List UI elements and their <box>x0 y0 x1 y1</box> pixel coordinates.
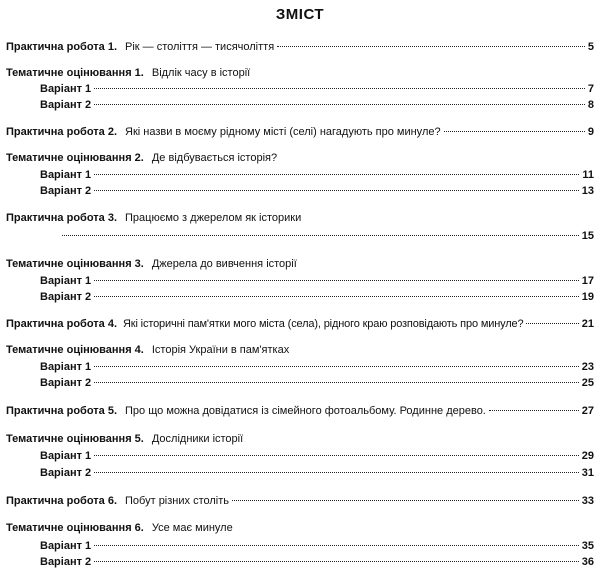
dot-leader <box>277 46 585 47</box>
entry-page: 27 <box>581 405 594 417</box>
entry-title: Дослідники історії <box>151 433 244 445</box>
entry-label: Варіант 1 <box>40 540 92 552</box>
entry-label: Варіант 2 <box>40 99 92 111</box>
toc-entry[interactable] <box>40 466 594 480</box>
dot-leader <box>94 545 579 546</box>
dot-leader <box>62 235 579 236</box>
entry-page: 31 <box>581 467 594 479</box>
entry-page: 35 <box>581 540 594 552</box>
toc-entry[interactable] <box>6 211 594 225</box>
entry-label: Варіант 2 <box>40 291 92 303</box>
toc-entry[interactable] <box>40 98 594 112</box>
toc-entry[interactable] <box>6 432 594 446</box>
toc-entry[interactable] <box>40 555 594 569</box>
entry-page: 25 <box>581 377 594 389</box>
toc-entry[interactable] <box>6 125 594 139</box>
toc-entry[interactable] <box>40 376 594 390</box>
toc-entry[interactable] <box>40 360 594 374</box>
entry-label: Практична робота 4. <box>6 318 118 330</box>
entry-title: Рік — століття — тисячоліття <box>125 41 275 53</box>
toc-entry[interactable] <box>40 168 594 182</box>
toc-entry[interactable] <box>6 494 594 508</box>
dot-leader <box>94 455 579 456</box>
entry-page: 15 <box>581 230 594 242</box>
entry-label: Варіант 2 <box>40 467 92 479</box>
entry-page: 29 <box>581 450 594 462</box>
entry-label: Варіант 1 <box>40 169 92 181</box>
entry-page: 36 <box>581 556 594 568</box>
entry-title: Побут різних століть <box>125 495 229 507</box>
toc-entry[interactable] <box>6 521 594 535</box>
entry-label: Варіант 1 <box>40 361 92 373</box>
toc-entry[interactable] <box>40 290 594 304</box>
dot-leader <box>94 190 579 191</box>
dot-leader <box>94 88 585 89</box>
dot-leader <box>94 561 579 562</box>
dot-leader <box>489 410 579 411</box>
entry-title: Які назви в моєму рідному місті (селі) нагадують про минуле? <box>125 126 441 138</box>
entry-label: Тематичне оцінювання 6. <box>6 522 144 534</box>
entry-label: Варіант 2 <box>40 377 92 389</box>
entry-label: Варіант 1 <box>40 83 92 95</box>
entry-label: Тематичне оцінювання 1. <box>6 67 144 79</box>
toc-entry[interactable] <box>6 257 594 271</box>
entry-label: Тематичне оцінювання 5. <box>6 433 144 445</box>
entry-page: 21 <box>581 318 594 330</box>
entry-label: Тематичне оцінювання 2. <box>6 152 144 164</box>
entry-page: 23 <box>581 361 594 373</box>
entry-label: Тематичне оцінювання 4. <box>6 344 144 356</box>
toc-entry[interactable] <box>40 82 594 96</box>
page-title: ЗМІСТ <box>275 6 325 23</box>
entry-label: Практична робота 1. <box>6 41 118 53</box>
entry-title: Які історичні пам'ятки мого міста (села), рідного краю розповідають про минуле? <box>123 318 524 330</box>
entry-page: 8 <box>587 99 594 111</box>
toc-entry[interactable] <box>6 343 594 357</box>
dot-leader <box>444 131 585 132</box>
dot-leader <box>94 382 579 383</box>
entry-page: 11 <box>582 169 594 181</box>
dot-leader <box>94 174 579 175</box>
entry-page: 7 <box>587 83 594 95</box>
dot-leader <box>94 280 579 281</box>
entry-page: 13 <box>581 185 594 197</box>
entry-label: Практична робота 2. <box>6 126 118 138</box>
dot-leader <box>94 104 585 105</box>
entry-title: Де відбувається історія? <box>151 152 278 164</box>
toc-entry[interactable] <box>6 151 594 165</box>
entry-title: Джерела до вивчення історії <box>151 258 297 270</box>
entry-label: Практична робота 3. <box>6 212 118 224</box>
toc-entry[interactable] <box>40 274 594 288</box>
entry-title: Історія України в пам'ятках <box>151 344 290 356</box>
toc-entry[interactable] <box>40 449 594 463</box>
toc-entry[interactable] <box>40 539 594 553</box>
entry-page: 9 <box>587 126 594 138</box>
entry-page: 17 <box>581 275 594 287</box>
entry-page: 5 <box>587 41 594 53</box>
entry-label: Варіант 2 <box>40 185 92 197</box>
entry-title: Працюємо з джерелом як історики <box>125 212 302 224</box>
toc-entry[interactable] <box>40 184 594 198</box>
toc-entry[interactable] <box>6 317 594 331</box>
entry-title: Про що можна довідатися із сімейного фотоальбому. Родинне дерево. <box>125 405 486 417</box>
entry-label: Практична робота 5. <box>6 405 118 417</box>
dot-leader <box>232 500 579 501</box>
entry-title: Усе має минуле <box>151 522 233 534</box>
entry-page: 19 <box>581 291 594 303</box>
toc-entry[interactable] <box>62 229 594 243</box>
entry-title: Відлік часу в історії <box>151 67 251 79</box>
dot-leader <box>94 296 579 297</box>
toc-entry[interactable] <box>6 66 594 80</box>
toc-entry[interactable] <box>6 40 594 54</box>
entry-label: Варіант 2 <box>40 556 92 568</box>
entry-page: 33 <box>581 495 594 507</box>
entry-label: Варіант 1 <box>40 275 92 287</box>
entry-label: Тематичне оцінювання 3. <box>6 258 144 270</box>
toc-entry[interactable] <box>6 404 594 418</box>
dot-leader <box>94 472 579 473</box>
dot-leader <box>526 323 578 324</box>
entry-label: Практична робота 6. <box>6 495 118 507</box>
entry-label: Варіант 1 <box>40 450 92 462</box>
dot-leader <box>94 366 579 367</box>
